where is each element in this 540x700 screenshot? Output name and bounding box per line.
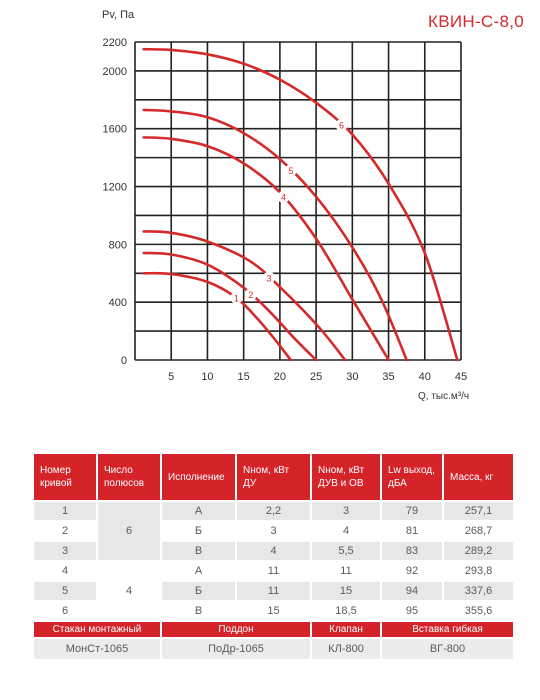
cell-num: 4 <box>34 562 96 580</box>
cell-n-duv: 11 <box>312 562 380 580</box>
cell-lw: 79 <box>382 502 442 520</box>
curve-label-6: 6 <box>338 120 344 131</box>
curve-label-1: 1 <box>233 293 239 304</box>
x-tick-label: 5 <box>168 371 175 383</box>
acc-header-valve: Клапан <box>312 622 380 637</box>
cell-n-duv: 18,5 <box>312 602 380 620</box>
cell-n-duv: 3 <box>312 502 380 520</box>
cell-mass: 337,6 <box>444 582 513 600</box>
x-tick-label: 15 <box>237 371 250 383</box>
curve-2 <box>144 253 316 360</box>
y-tick-label: 0 <box>120 355 127 367</box>
acc-value-tray: ПоДр-1065 <box>162 639 310 659</box>
cell-lw: 83 <box>382 542 442 560</box>
curve-label-4: 4 <box>281 192 287 203</box>
accessories-values-row <box>34 639 513 659</box>
cell-exec: Б <box>162 582 235 600</box>
cell-n-du: 3 <box>237 522 310 540</box>
cell-mass: 355,6 <box>444 602 513 620</box>
y-tick-label: 1600 <box>102 123 127 136</box>
header-power-duv: Nном, кВт ДУВ и ОВ <box>312 454 380 500</box>
curve-label-5: 5 <box>288 165 294 176</box>
cell-num: 1 <box>34 502 96 520</box>
acc-header-tray: Поддон <box>162 622 310 637</box>
cell-num: 5 <box>34 582 96 600</box>
cell-mass: 289,2 <box>444 542 513 560</box>
cell-exec: Б <box>162 522 235 540</box>
header-curve-number: Номер кривой <box>34 454 96 500</box>
x-tick-label: 40 <box>418 371 431 383</box>
cell-mass: 293,8 <box>444 562 513 580</box>
acc-value-flex: ВГ-800 <box>382 639 513 659</box>
cell-mass: 268,7 <box>444 522 513 540</box>
x-axis-label: Q, тыс.м³/ч <box>418 391 470 402</box>
model-title: КВИН-С-8,0 <box>428 12 524 31</box>
y-tick-label: 1200 <box>102 181 127 194</box>
table-row <box>34 562 513 580</box>
y-tick-label: 400 <box>108 297 127 310</box>
cell-lw: 81 <box>382 522 442 540</box>
x-tick-label: 20 <box>273 371 287 383</box>
curve-6 <box>144 49 458 360</box>
header-poles: Число полюсов <box>98 454 160 500</box>
table-header-row <box>34 454 513 500</box>
cell-poles: 6 <box>98 502 160 560</box>
cell-n-du: 2,2 <box>237 502 310 520</box>
cell-n-duv: 4 <box>312 522 380 540</box>
cell-n-duv: 5,5 <box>312 542 380 560</box>
y-tick-label: 2000 <box>102 65 127 78</box>
y-axis-label: Pv, Па <box>102 9 135 21</box>
acc-value-valve: КЛ-800 <box>312 639 380 659</box>
x-tick-label: 25 <box>309 371 323 383</box>
cell-lw: 92 <box>382 562 442 580</box>
header-mass: Масса, кг <box>444 454 513 500</box>
cell-n-duv: 15 <box>312 582 380 600</box>
y-tick-label: 2200 <box>102 37 127 49</box>
cell-exec: А <box>162 502 235 520</box>
header-sound: Lw выход, дБА <box>382 454 442 500</box>
acc-header-mount: Стакан монтажный <box>34 622 160 637</box>
acc-header-flex: Вставка гибкая <box>382 622 513 637</box>
cell-lw: 94 <box>382 582 442 600</box>
curve-label-3: 3 <box>266 273 272 284</box>
y-tick-label: 800 <box>108 239 127 252</box>
x-tick-label: 45 <box>454 371 468 383</box>
header-execution: Исполнение <box>162 454 235 500</box>
cell-poles: 4 <box>98 562 160 620</box>
specs-table <box>32 452 515 661</box>
curve-1 <box>144 273 291 360</box>
cell-num: 3 <box>34 542 96 560</box>
cell-n-du: 11 <box>237 562 310 580</box>
x-tick-label: 35 <box>382 371 395 383</box>
cell-exec: А <box>162 562 235 580</box>
cell-num: 2 <box>34 522 96 540</box>
cell-n-du: 11 <box>237 582 310 600</box>
header-power-du: Nном, кВт ДУ <box>237 454 310 500</box>
cell-exec: В <box>162 602 235 620</box>
cell-lw: 95 <box>382 602 442 620</box>
x-tick-label: 10 <box>201 371 214 383</box>
table-row <box>34 502 513 520</box>
cell-exec: В <box>162 542 235 560</box>
cell-n-du: 4 <box>237 542 310 560</box>
cell-mass: 257,1 <box>444 502 513 520</box>
cell-n-du: 15 <box>237 602 310 620</box>
cell-num: 6 <box>34 602 96 620</box>
curve-label-2: 2 <box>248 289 254 300</box>
x-tick-label: 30 <box>346 371 359 383</box>
accessories-header-row <box>34 622 513 637</box>
acc-value-mount: МонСт-1065 <box>34 639 160 659</box>
